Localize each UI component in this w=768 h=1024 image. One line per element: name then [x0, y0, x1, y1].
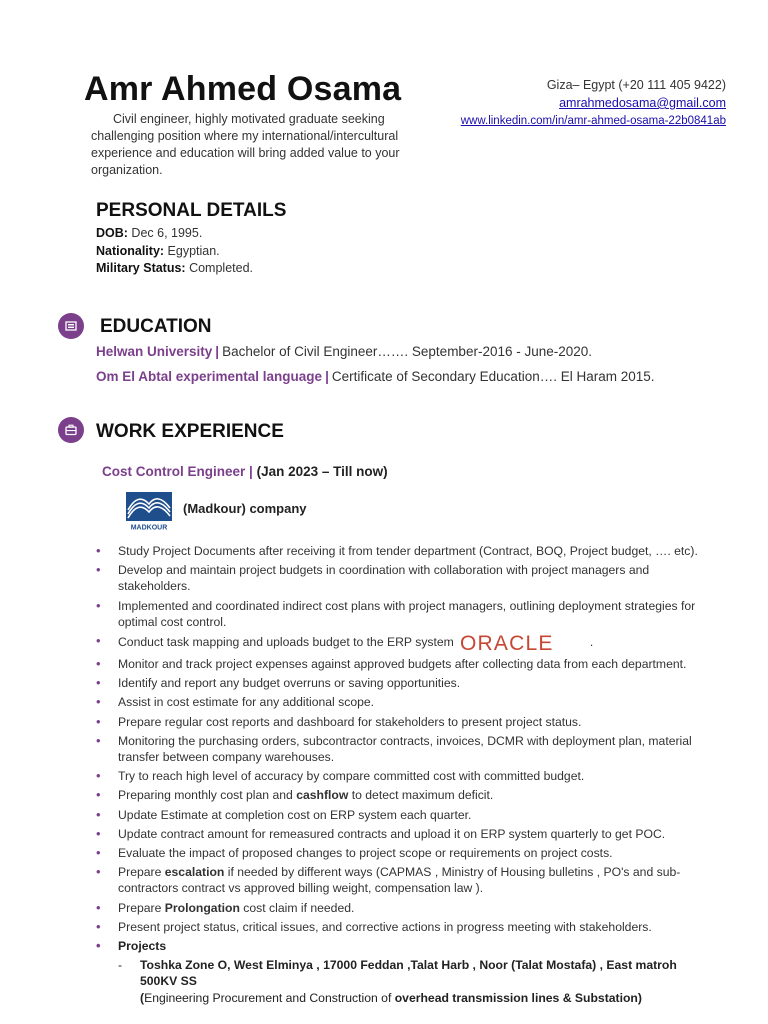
summary-text: Civil engineer, highly motivated graduate seeking challenging position where my international/intercultural experience and education will bring added value to your organization.	[91, 112, 400, 177]
project-dash: -	[118, 958, 123, 973]
list-item-text: Conduct task mapping and uploads budget to the ERP system	[118, 635, 454, 650]
list-item-text: Preparing monthly cost plan and	[118, 788, 293, 803]
list-item: • Conduct task mapping and uploads budget to the ERP system ORACLE .	[96, 633, 716, 653]
project-line-2-bold: overhead transmission lines & Substation)	[394, 990, 642, 1005]
list-item: • Monitoring the purchasing orders, subcontractor contracts, invoices, DCMR with deployment plan, material transfer between company warehouses.	[96, 733, 716, 765]
list-item-bold: escalation	[164, 865, 225, 880]
education-institution: Helwan University	[96, 344, 213, 359]
list-item-text: cost claim if needed.	[239, 900, 355, 915]
graduation-cap-icon	[58, 313, 84, 339]
list-item: • Implemented and coordinated indirect cost plans with project managers, outlining deployment strategies for optimal cost control.	[96, 598, 716, 630]
list-item: • Monitor and track project expenses against approved budgets after collecting data from each department.	[96, 656, 716, 672]
job-role: Cost Control Engineer	[102, 464, 246, 479]
list-item: • Prepare regular cost reports and dashboard for stakeholders to present project status.	[96, 714, 716, 730]
contact-block	[461, 76, 726, 130]
nationality-row	[96, 243, 253, 261]
project-line-2: Engineering Procurement and Construction of	[144, 990, 395, 1005]
military-value: Completed.	[185, 261, 254, 275]
work-experience-title: WORK EXPERIENCE	[96, 421, 284, 442]
dob-label: DOB:	[96, 226, 128, 240]
location-phone: Giza– Egypt (+20 111 405 9422)	[546, 78, 726, 92]
personal-details	[96, 225, 253, 278]
job-dates: (Jan 2023 – Till now)	[256, 464, 388, 479]
madkour-logo-text: MADKOUR	[130, 524, 168, 532]
email-link[interactable]: amrahmedosama@gmail.com	[559, 96, 726, 110]
dob-value: Dec 6, 1995.	[127, 226, 203, 240]
list-item	[96, 787, 716, 803]
madkour-logo	[124, 490, 174, 532]
list-item: • Identify and report any budget overruns or saving opportunities.	[96, 675, 716, 691]
briefcase-icon	[58, 417, 84, 443]
oracle-logo-text: ORACLE	[459, 633, 554, 654]
dob-row	[96, 225, 253, 243]
list-item: • Try to reach high level of accuracy by compare committed cost with committed budget.	[96, 768, 716, 784]
education-item	[96, 344, 592, 359]
list-item: • Assist in cost estimate for any additional scope.	[96, 694, 716, 710]
project-paren: (	[140, 990, 145, 1005]
list-item: • Study Project Documents after receiving it from tender department (Contract, BOQ, Project budget, …. etc).	[96, 543, 716, 559]
nationality-value: Egyptian.	[164, 243, 220, 258]
list-item: • Present project status, critical issues, and corrective actions in progress meeting with stakeholders.	[96, 919, 716, 935]
education-detail: Certificate of Secondary Education…. El Haram 2015.	[331, 369, 655, 384]
list-item: • Evaluate the impact of proposed changes to project scope or requirements on project costs.	[96, 845, 716, 861]
military-label: Military Status:	[96, 261, 186, 275]
list-item: • Update contract amount for remeasured contracts and upload it on ERP system quarterly to get POC.	[96, 826, 716, 842]
job-separator: |	[249, 464, 253, 479]
education-institution: Om El Abtal experimental language	[96, 369, 323, 384]
responsibilities-list	[96, 543, 716, 1006]
list-item-text: to detect maximum deficit.	[348, 788, 494, 803]
education-item	[96, 369, 655, 384]
list-item: • Projects	[96, 938, 716, 954]
oracle-logo	[458, 633, 590, 653]
list-item	[96, 900, 716, 916]
education-separator: |	[215, 344, 220, 359]
resume-name: Amr Ahmed Osama	[84, 70, 402, 108]
list-item-bold: cashflow	[296, 788, 349, 803]
list-item-text: Prepare	[118, 865, 162, 880]
list-item	[96, 864, 716, 896]
list-item: • Update Estimate at completion cost on ERP system each quarter.	[96, 807, 716, 823]
education-separator: |	[325, 369, 329, 384]
list-item-text: Prepare	[118, 900, 162, 915]
education-title: EDUCATION	[100, 316, 212, 337]
personal-details-title: PERSONAL DETAILS	[96, 200, 287, 221]
military-row	[96, 260, 253, 278]
nationality-label: Nationality:	[96, 243, 165, 258]
job-heading	[102, 464, 388, 479]
list-item-bold: Prolongation	[164, 900, 240, 915]
education-detail: Bachelor of Civil Engineer……. September-2016 - June-2020.	[222, 344, 593, 359]
linkedin-link[interactable]: www.linkedin.com/in/amr-ahmed-osama-22b0841ab	[460, 115, 726, 127]
company-name: (Madkour) company	[183, 501, 307, 516]
project-item	[96, 957, 716, 1006]
project-line-1: Toshka Zone O, West Elminya , 17000 Feddan ,Talat Harb , Noor (Talat Mostafa) , East matroh 500KV SS	[140, 958, 677, 989]
list-item: • Develop and maintain project budgets in coordination with collaboration with project managers and stakeholders.	[96, 562, 716, 594]
list-item-text: if needed by different ways (CAPMAS , Ministry of Housing bulletins , PO's and sub-contractors contract vs approved billing weight, compensation law ).	[118, 865, 681, 896]
